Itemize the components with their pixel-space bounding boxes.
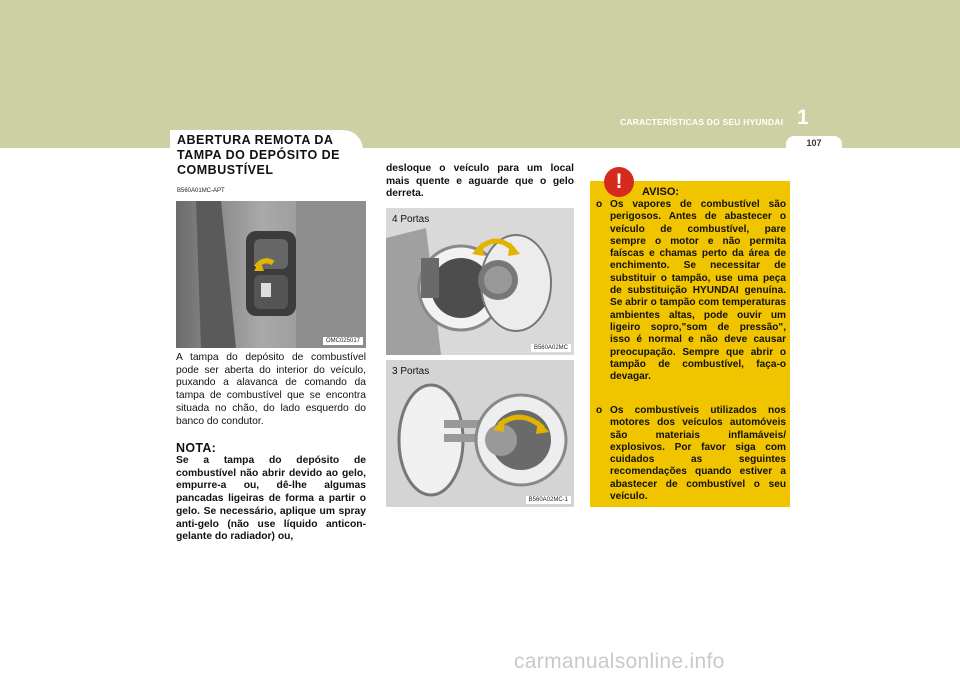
watermark: carmanualsonline.info — [514, 650, 725, 673]
warning-bullet: o — [596, 405, 603, 416]
section-title: ABERTURA REMOTA DA TAMPA DO DEPÓSITO DE COMBUSTÍVEL — [177, 133, 341, 177]
body-paragraph: A tampa do depósito de combustível pode ser aberta do interior do veículo, puxando a alavanca de comando da tampa de combustível que se encontra situada no chão, do lado esquerdo do banco do condutor. — [176, 352, 366, 427]
header-band — [0, 0, 960, 148]
four-door-caption: B560A02MC — [531, 344, 571, 352]
fuel-lever-photo — [176, 201, 366, 348]
warning-item-2-text: Os combustíveis utilizados nos motores dos veículos automóveis são materiais inflamáveis/ explosivos. Por favor siga com cuidados as seguintes recomendações quando estiver a abastecer de combustível o seu veículo. — [610, 405, 786, 503]
three-door-label: 3 Portas — [392, 366, 430, 377]
continuation-text: desloque o veículo para um local mais quente e aguarde que o gelo derreta. — [386, 163, 574, 200]
warning-bullet: o — [596, 199, 603, 210]
four-door-label: 4 Portas — [392, 214, 430, 225]
three-door-caption: B560A02MC-1 — [526, 496, 571, 504]
warning-item-2 — [596, 405, 786, 503]
three-door-photo — [386, 360, 574, 507]
page-number: 107 — [786, 136, 842, 150]
four-door-photo — [386, 208, 574, 355]
section-number: 1 — [797, 106, 809, 129]
section-code: B560A01MC-APT — [177, 188, 225, 194]
fuel-lever-illustration — [176, 201, 366, 348]
warning-item-1-text: Os vapores de combustível são perigosos. Antes de abastecer o veículo de combustível, pare sempre o motor e não permita faíscas e chamas perto da área de enchimento. Se necessitar de substituir o tampão, use uma peça de substituição HYUNDAI genuína. Se abrir o tampão com temperaturas ambientes altas, pode ouvir um ligeiro sopro,"som de pressão", isso é normal e não deve causar preocupação. Sempre que abrir o tampão de combustível, faça-o devagar. — [610, 199, 786, 383]
three-door-illustration — [386, 360, 574, 507]
warning-icon: ! — [604, 167, 634, 197]
note-heading: NOTA: — [176, 441, 217, 455]
section-label: CARACTERÍSTICAS DO SEU HYUNDAI — [620, 117, 784, 127]
warning-title: AVISO: — [642, 186, 680, 198]
four-door-illustration — [386, 208, 574, 355]
warning-item-1 — [596, 199, 786, 383]
photo-caption: OMC025017 — [323, 337, 363, 345]
note-text: Se a tampa do depósito de combustível não abrir devido ao gelo, empurre-a ou, dê-lhe algumas pancadas ligeiras de forma a partir o gelo. Se necessário, aplique um spray anti-gelo (não use líquido anticon-gelante do radiador) ou, — [176, 455, 366, 543]
